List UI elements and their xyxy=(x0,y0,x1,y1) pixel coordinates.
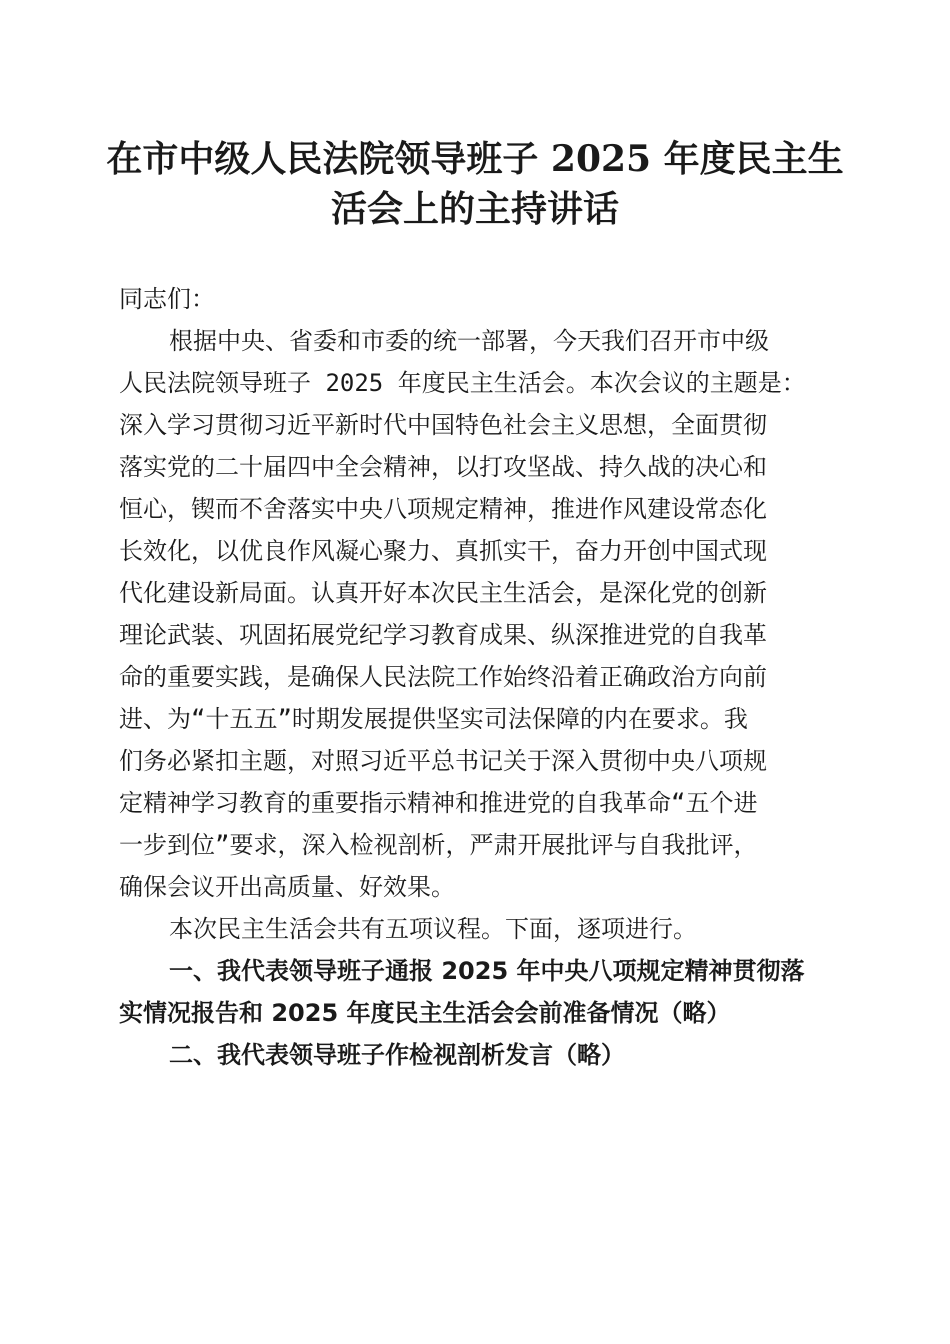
agenda-line: 一、我代表领导班子通报 2025 年中央八项规定精神贯彻落 xyxy=(169,957,805,985)
paragraph-opening xyxy=(119,320,829,908)
agenda-line: 二、我代表领导班子作检视剖析发言（略） xyxy=(169,1041,625,1069)
agenda-item-1 xyxy=(119,950,829,1034)
paragraph-line: 确保会议开出高质量、好效果。 xyxy=(119,873,455,901)
document-title xyxy=(100,134,850,234)
paragraph-line: 落实党的二十届四中全会精神，以打攻坚战、持久战的决心和 xyxy=(119,453,767,481)
paragraph-line: 人民法院领导班子 2025 年度民主生活会。本次会议的主题是： xyxy=(119,369,806,397)
paragraph-line: 长效化，以优良作风凝心聚力、真抓实干，奋力开创中国式现 xyxy=(119,537,767,565)
salutation: 同志们： xyxy=(119,285,215,313)
title-line-1: 在市中级人民法院领导班子 2025 年度民主生 xyxy=(106,138,844,180)
paragraph-line: 进、为“十五五”时期发展提供坚实司法保障的内在要求。我 xyxy=(119,705,748,733)
paragraph-line: 定精神学习教育的重要指示精神和推进党的自我革命“五个进 xyxy=(119,789,758,817)
paragraph-line: 根据中央、省委和市委的统一部署，今天我们召开市中级 xyxy=(169,327,769,355)
paragraph-line: 代化建设新局面。认真开好本次民主生活会，是深化党的创新 xyxy=(119,579,767,607)
title-line-2: 活会上的主持讲话 xyxy=(330,188,619,230)
paragraph-agenda-intro: 本次民主生活会共有五项议程。下面，逐项进行。 xyxy=(169,915,697,943)
paragraph-line: 深入学习贯彻习近平新时代中国特色社会主义思想，全面贯彻 xyxy=(119,411,767,439)
document-body xyxy=(119,278,829,1076)
paragraph-line: 恒心，锲而不舍落实中央八项规定精神，推进作风建设常态化 xyxy=(119,495,767,523)
agenda-item-2 xyxy=(119,1034,829,1076)
paragraph-line: 理论武装、巩固拓展党纪学习教育成果、纵深推进党的自我革 xyxy=(119,621,767,649)
paragraph-line: 们务必紧扣主题，对照习近平总书记关于深入贯彻中央八项规 xyxy=(119,747,767,775)
paragraph-line: 命的重要实践，是确保人民法院工作始终沿着正确政治方向前 xyxy=(119,663,767,691)
agenda-line: 实情况报告和 2025 年度民主生活会会前准备情况（略） xyxy=(119,999,731,1027)
paragraph-line: 一步到位”要求，深入检视剖析，严肃开展批评与自我批评， xyxy=(119,831,758,859)
